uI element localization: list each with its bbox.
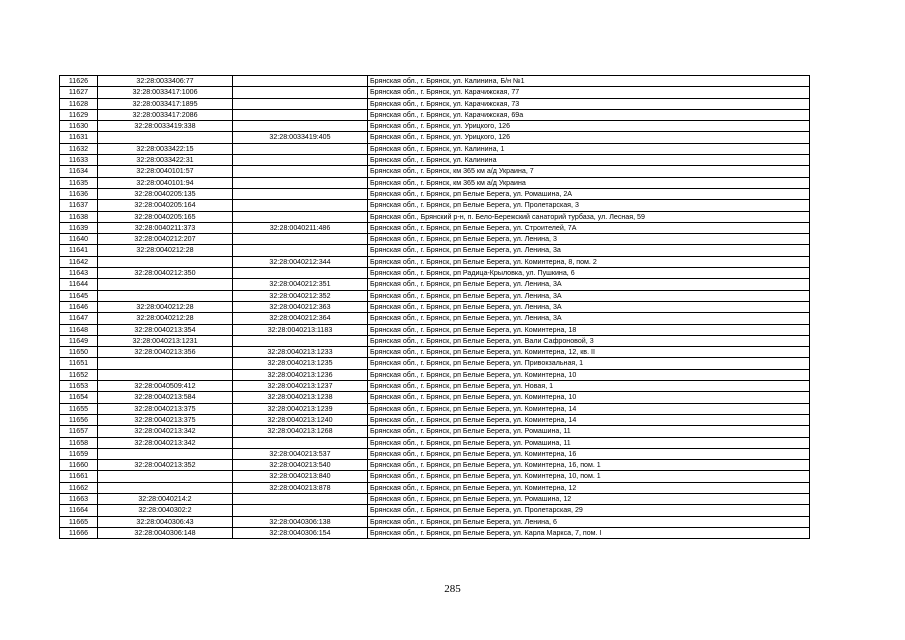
table-row bbox=[60, 313, 810, 324]
address-cell: Брянская обл., г. Брянск, рп Белые Берега, ул. Ленина, 3 bbox=[368, 234, 810, 245]
land-cadastral-number-cell: 32:28:0040213:352 bbox=[98, 460, 233, 471]
address-cell: Брянская обл., г. Брянск, ул. Урицкого, 126 bbox=[368, 132, 810, 143]
table-row bbox=[60, 505, 810, 516]
address-cell: Брянская обл., г. Брянск, рп Белые Берега, ул. Ленина, 3А bbox=[368, 301, 810, 312]
row-number-cell: 11659 bbox=[60, 448, 98, 459]
building-cadastral-number-cell: 32:28:0040213:1237 bbox=[233, 381, 368, 392]
building-cadastral-number-cell: 32:28:0040213:537 bbox=[233, 448, 368, 459]
address-cell: Брянская обл., г. Брянск, рп Белые Берега, ул. Коминтерна, 12, кв. II bbox=[368, 347, 810, 358]
row-number-cell: 11642 bbox=[60, 256, 98, 267]
address-cell: Брянская обл., г. Брянск, рп Белые Берега, ул. Вали Сафроновой, 3 bbox=[368, 335, 810, 346]
table-row bbox=[60, 109, 810, 120]
row-number-cell: 11658 bbox=[60, 437, 98, 448]
building-cadastral-number-cell: 32:28:0040213:1183 bbox=[233, 324, 368, 335]
address-cell: Брянская обл., г. Брянск, рп Белые Берега, ул. Ромашина, 11 bbox=[368, 426, 810, 437]
address-cell: Брянская обл., г. Брянск, рп Белые Берега, ул. Ленина, 3А bbox=[368, 313, 810, 324]
building-cadastral-number-cell bbox=[233, 505, 368, 516]
address-cell: Брянская обл., г. Брянск, рп Белые Берега, ул. Коминтерна, 10 bbox=[368, 392, 810, 403]
building-cadastral-number-cell: 32:28:0040213:1238 bbox=[233, 392, 368, 403]
table-row bbox=[60, 143, 810, 154]
row-number-cell: 11634 bbox=[60, 166, 98, 177]
building-cadastral-number-cell: 32:28:0040306:154 bbox=[233, 527, 368, 538]
table-row bbox=[60, 290, 810, 301]
table-row bbox=[60, 234, 810, 245]
address-cell: Брянская обл., г. Брянск, рп Белые Берега, ул. Новая, 1 bbox=[368, 381, 810, 392]
land-cadastral-number-cell: 32:28:0040205:135 bbox=[98, 188, 233, 199]
building-cadastral-number-cell bbox=[233, 493, 368, 504]
table-row bbox=[60, 177, 810, 188]
building-cadastral-number-cell: 32:28:0040213:1233 bbox=[233, 347, 368, 358]
land-cadastral-number-cell: 32:28:0040306:148 bbox=[98, 527, 233, 538]
table-row bbox=[60, 132, 810, 143]
address-cell: Брянская обл., г. Брянск, рп Белые Берега, ул. Коминтерна, 18 bbox=[368, 324, 810, 335]
land-cadastral-number-cell bbox=[98, 279, 233, 290]
building-cadastral-number-cell: 32:28:0040212:352 bbox=[233, 290, 368, 301]
table-row bbox=[60, 188, 810, 199]
row-number-cell: 11645 bbox=[60, 290, 98, 301]
land-cadastral-number-cell: 32:28:0040213:584 bbox=[98, 392, 233, 403]
table-row bbox=[60, 76, 810, 87]
land-cadastral-number-cell bbox=[98, 256, 233, 267]
table-row bbox=[60, 166, 810, 177]
row-number-cell: 11647 bbox=[60, 313, 98, 324]
address-cell: Брянская обл., г. Брянск, рп Белые Берега, ул. Коминтерна, 12 bbox=[368, 482, 810, 493]
land-cadastral-number-cell: 32:28:0040211:373 bbox=[98, 222, 233, 233]
table-row bbox=[60, 121, 810, 132]
land-cadastral-number-cell: 32:28:0033417:1895 bbox=[98, 98, 233, 109]
land-cadastral-number-cell: 32:28:0033422:31 bbox=[98, 155, 233, 166]
row-number-cell: 11661 bbox=[60, 471, 98, 482]
address-cell: Брянская обл., г. Брянск, рп Белые Берега, ул. Ромашина, 12 bbox=[368, 493, 810, 504]
land-cadastral-number-cell: 32:28:0040214:2 bbox=[98, 493, 233, 504]
table-row bbox=[60, 403, 810, 414]
building-cadastral-number-cell bbox=[233, 200, 368, 211]
registry-table-body bbox=[60, 76, 810, 539]
land-cadastral-number-cell: 32:28:0040213:1231 bbox=[98, 335, 233, 346]
address-cell: Брянская обл., г. Брянск, рп Белые Берега, ул. Ромашина, 2А bbox=[368, 188, 810, 199]
row-number-cell: 11631 bbox=[60, 132, 98, 143]
address-cell: Брянская обл., г. Брянск, рп Белые Берега, ул. Коминтерна, 10, пом. 1 bbox=[368, 471, 810, 482]
land-cadastral-number-cell: 32:28:0040509:412 bbox=[98, 381, 233, 392]
land-cadastral-number-cell bbox=[98, 132, 233, 143]
row-number-cell: 11640 bbox=[60, 234, 98, 245]
address-cell: Брянская обл., г. Брянск, ул. Калинина, 1 bbox=[368, 143, 810, 154]
land-cadastral-number-cell bbox=[98, 448, 233, 459]
table-row bbox=[60, 482, 810, 493]
row-number-cell: 11628 bbox=[60, 98, 98, 109]
building-cadastral-number-cell: 32:28:0040213:1239 bbox=[233, 403, 368, 414]
row-number-cell: 11637 bbox=[60, 200, 98, 211]
table-row bbox=[60, 268, 810, 279]
table-row bbox=[60, 324, 810, 335]
land-cadastral-number-cell bbox=[98, 471, 233, 482]
building-cadastral-number-cell bbox=[233, 268, 368, 279]
land-cadastral-number-cell: 32:28:0040213:342 bbox=[98, 426, 233, 437]
table-row bbox=[60, 448, 810, 459]
address-cell: Брянская обл., г. Брянск, ул. Урицкого, 126 bbox=[368, 121, 810, 132]
land-cadastral-number-cell: 32:28:0040213:354 bbox=[98, 324, 233, 335]
land-cadastral-number-cell bbox=[98, 358, 233, 369]
land-cadastral-number-cell: 32:28:0040213:375 bbox=[98, 403, 233, 414]
table-row bbox=[60, 222, 810, 233]
table-row bbox=[60, 381, 810, 392]
registry-table bbox=[59, 75, 810, 539]
row-number-cell: 11626 bbox=[60, 76, 98, 87]
address-cell: Брянская обл., г. Брянск, ул. Карачижская, 77 bbox=[368, 87, 810, 98]
address-cell: Брянская обл., г. Брянск, ул. Карачижская, 69а bbox=[368, 109, 810, 120]
table-row bbox=[60, 200, 810, 211]
table-row bbox=[60, 437, 810, 448]
row-number-cell: 11641 bbox=[60, 245, 98, 256]
table-row bbox=[60, 493, 810, 504]
row-number-cell: 11643 bbox=[60, 268, 98, 279]
address-cell: Брянская обл., г. Брянск, км 365 км а/д Украина bbox=[368, 177, 810, 188]
land-cadastral-number-cell: 32:28:0040212:28 bbox=[98, 245, 233, 256]
table-row bbox=[60, 471, 810, 482]
table-row bbox=[60, 279, 810, 290]
building-cadastral-number-cell bbox=[233, 87, 368, 98]
building-cadastral-number-cell bbox=[233, 143, 368, 154]
land-cadastral-number-cell bbox=[98, 290, 233, 301]
table-row bbox=[60, 98, 810, 109]
building-cadastral-number-cell: 32:28:0040211:486 bbox=[233, 222, 368, 233]
address-cell: Брянская обл., г. Брянск, ул. Калинина bbox=[368, 155, 810, 166]
address-cell: Брянская обл., г. Брянск, рп Белые Берега, ул. Строителей, 7А bbox=[368, 222, 810, 233]
row-number-cell: 11664 bbox=[60, 505, 98, 516]
land-cadastral-number-cell: 32:28:0040213:342 bbox=[98, 437, 233, 448]
table-row bbox=[60, 516, 810, 527]
building-cadastral-number-cell: 32:28:0033419:405 bbox=[233, 132, 368, 143]
address-cell: Брянская обл., г. Брянск, рп Белые Берега, ул. Коминтерна, 10 bbox=[368, 369, 810, 380]
address-cell: Брянская обл., г. Брянск, ул. Карачижская, 73 bbox=[368, 98, 810, 109]
address-cell: Брянская обл., г. Брянск, рп Белые Берега, ул. Коминтерна, 8, пом. 2 bbox=[368, 256, 810, 267]
address-cell: Брянская обл., г. Брянск, рп Белые Берега, ул. Ленина, 3а bbox=[368, 245, 810, 256]
building-cadastral-number-cell bbox=[233, 234, 368, 245]
address-cell: Брянская обл., г. Брянск, ул. Калинина, Б/н №1 bbox=[368, 76, 810, 87]
row-number-cell: 11633 bbox=[60, 155, 98, 166]
row-number-cell: 11652 bbox=[60, 369, 98, 380]
table-row bbox=[60, 392, 810, 403]
row-number-cell: 11648 bbox=[60, 324, 98, 335]
row-number-cell: 11630 bbox=[60, 121, 98, 132]
address-cell: Брянская обл., г. Брянск, рп Белые Берега, ул. Карла Маркса, 7, пом. I bbox=[368, 527, 810, 538]
building-cadastral-number-cell: 32:28:0040212:344 bbox=[233, 256, 368, 267]
table-row bbox=[60, 301, 810, 312]
building-cadastral-number-cell: 32:28:0040212:363 bbox=[233, 301, 368, 312]
row-number-cell: 11650 bbox=[60, 347, 98, 358]
land-cadastral-number-cell: 32:28:0033417:1006 bbox=[98, 87, 233, 98]
address-cell: Брянская обл., г. Брянск, рп Белые Берега, ул. Ленина, 3А bbox=[368, 279, 810, 290]
row-number-cell: 11660 bbox=[60, 460, 98, 471]
row-number-cell: 11629 bbox=[60, 109, 98, 120]
land-cadastral-number-cell: 32:28:0040205:164 bbox=[98, 200, 233, 211]
row-number-cell: 11644 bbox=[60, 279, 98, 290]
building-cadastral-number-cell bbox=[233, 211, 368, 222]
land-cadastral-number-cell: 32:28:0040101:94 bbox=[98, 177, 233, 188]
row-number-cell: 11627 bbox=[60, 87, 98, 98]
address-cell: Брянская обл., Брянский р-н, п. Бело-Бережский санаторий турбаза, ул. Лесная, 59 bbox=[368, 211, 810, 222]
table-row bbox=[60, 211, 810, 222]
address-cell: Брянская обл., г. Брянск, рп Белые Берега, ул. Ленина, 3А bbox=[368, 290, 810, 301]
table-row bbox=[60, 256, 810, 267]
building-cadastral-number-cell: 32:28:0040213:1240 bbox=[233, 414, 368, 425]
building-cadastral-number-cell: 32:28:0040213:1235 bbox=[233, 358, 368, 369]
table-row bbox=[60, 245, 810, 256]
building-cadastral-number-cell: 32:28:0040212:351 bbox=[233, 279, 368, 290]
row-number-cell: 11653 bbox=[60, 381, 98, 392]
land-cadastral-number-cell: 32:28:0033422:15 bbox=[98, 143, 233, 154]
row-number-cell: 11636 bbox=[60, 188, 98, 199]
building-cadastral-number-cell bbox=[233, 98, 368, 109]
building-cadastral-number-cell bbox=[233, 121, 368, 132]
row-number-cell: 11632 bbox=[60, 143, 98, 154]
row-number-cell: 11657 bbox=[60, 426, 98, 437]
page-number: 285 bbox=[444, 583, 461, 595]
row-number-cell: 11638 bbox=[60, 211, 98, 222]
land-cadastral-number-cell: 32:28:0040302:2 bbox=[98, 505, 233, 516]
row-number-cell: 11635 bbox=[60, 177, 98, 188]
table-row bbox=[60, 358, 810, 369]
table-row bbox=[60, 426, 810, 437]
address-cell: Брянская обл., г. Брянск, рп Белые Берега, ул. Пролетарская, 3 bbox=[368, 200, 810, 211]
land-cadastral-number-cell: 32:28:0040306:43 bbox=[98, 516, 233, 527]
row-number-cell: 11654 bbox=[60, 392, 98, 403]
building-cadastral-number-cell bbox=[233, 437, 368, 448]
building-cadastral-number-cell: 32:28:0040213:540 bbox=[233, 460, 368, 471]
row-number-cell: 11639 bbox=[60, 222, 98, 233]
row-number-cell: 11662 bbox=[60, 482, 98, 493]
land-cadastral-number-cell: 32:28:0033419:338 bbox=[98, 121, 233, 132]
table-row bbox=[60, 347, 810, 358]
building-cadastral-number-cell: 32:28:0040212:364 bbox=[233, 313, 368, 324]
row-number-cell: 11656 bbox=[60, 414, 98, 425]
table-row bbox=[60, 460, 810, 471]
address-cell: Брянская обл., г. Брянск, рп Белые Берега, ул. Пролетарская, 29 bbox=[368, 505, 810, 516]
building-cadastral-number-cell bbox=[233, 166, 368, 177]
land-cadastral-number-cell: 32:28:0040213:356 bbox=[98, 347, 233, 358]
building-cadastral-number-cell: 32:28:0040306:138 bbox=[233, 516, 368, 527]
building-cadastral-number-cell: 32:28:0040213:840 bbox=[233, 471, 368, 482]
row-number-cell: 11665 bbox=[60, 516, 98, 527]
row-number-cell: 11646 bbox=[60, 301, 98, 312]
land-cadastral-number-cell: 32:28:0040212:350 bbox=[98, 268, 233, 279]
row-number-cell: 11663 bbox=[60, 493, 98, 504]
row-number-cell: 11655 bbox=[60, 403, 98, 414]
land-cadastral-number-cell bbox=[98, 482, 233, 493]
address-cell: Брянская обл., г. Брянск, рп Белые Берега, ул. Коминтерна, 14 bbox=[368, 403, 810, 414]
table-row bbox=[60, 87, 810, 98]
table-row bbox=[60, 414, 810, 425]
land-cadastral-number-cell: 32:28:0040213:375 bbox=[98, 414, 233, 425]
building-cadastral-number-cell bbox=[233, 76, 368, 87]
land-cadastral-number-cell: 32:28:0040101:57 bbox=[98, 166, 233, 177]
address-cell: Брянская обл., г. Брянск, рп Белые Берега, ул. Коминтерна, 16 bbox=[368, 448, 810, 459]
address-cell: Брянская обл., г. Брянск, рп Белые Берега, ул. Ленина, 6 bbox=[368, 516, 810, 527]
land-cadastral-number-cell: 32:28:0040212:207 bbox=[98, 234, 233, 245]
land-cadastral-number-cell: 32:28:0040212:28 bbox=[98, 313, 233, 324]
land-cadastral-number-cell: 32:28:0040212:28 bbox=[98, 301, 233, 312]
address-cell: Брянская обл., г. Брянск, рп Белые Берега, ул. Коминтерна, 16, пом. 1 bbox=[368, 460, 810, 471]
building-cadastral-number-cell: 32:28:0040213:1236 bbox=[233, 369, 368, 380]
address-cell: Брянская обл., г. Брянск, рп Белые Берега, ул. Привокзальная, 1 bbox=[368, 358, 810, 369]
row-number-cell: 11651 bbox=[60, 358, 98, 369]
building-cadastral-number-cell bbox=[233, 335, 368, 346]
row-number-cell: 11666 bbox=[60, 527, 98, 538]
address-cell: Брянская обл., г. Брянск, рп Радица-Крыловка, ул. Пушкина, 6 bbox=[368, 268, 810, 279]
table-row bbox=[60, 527, 810, 538]
address-cell: Брянская обл., г. Брянск, рп Белые Берега, ул. Коминтерна, 14 bbox=[368, 414, 810, 425]
land-cadastral-number-cell bbox=[98, 369, 233, 380]
table-row bbox=[60, 369, 810, 380]
building-cadastral-number-cell bbox=[233, 177, 368, 188]
land-cadastral-number-cell: 32:28:0040205:165 bbox=[98, 211, 233, 222]
table-row bbox=[60, 335, 810, 346]
building-cadastral-number-cell: 32:28:0040213:878 bbox=[233, 482, 368, 493]
building-cadastral-number-cell bbox=[233, 188, 368, 199]
address-cell: Брянская обл., г. Брянск, км 365 км а/д Украина, 7 bbox=[368, 166, 810, 177]
building-cadastral-number-cell bbox=[233, 109, 368, 120]
land-cadastral-number-cell: 32:28:0033417:2086 bbox=[98, 109, 233, 120]
building-cadastral-number-cell: 32:28:0040213:1268 bbox=[233, 426, 368, 437]
building-cadastral-number-cell bbox=[233, 155, 368, 166]
building-cadastral-number-cell bbox=[233, 245, 368, 256]
land-cadastral-number-cell: 32:28:0033406:77 bbox=[98, 76, 233, 87]
table-row bbox=[60, 155, 810, 166]
address-cell: Брянская обл., г. Брянск, рп Белые Берега, ул. Ромашина, 11 bbox=[368, 437, 810, 448]
row-number-cell: 11649 bbox=[60, 335, 98, 346]
